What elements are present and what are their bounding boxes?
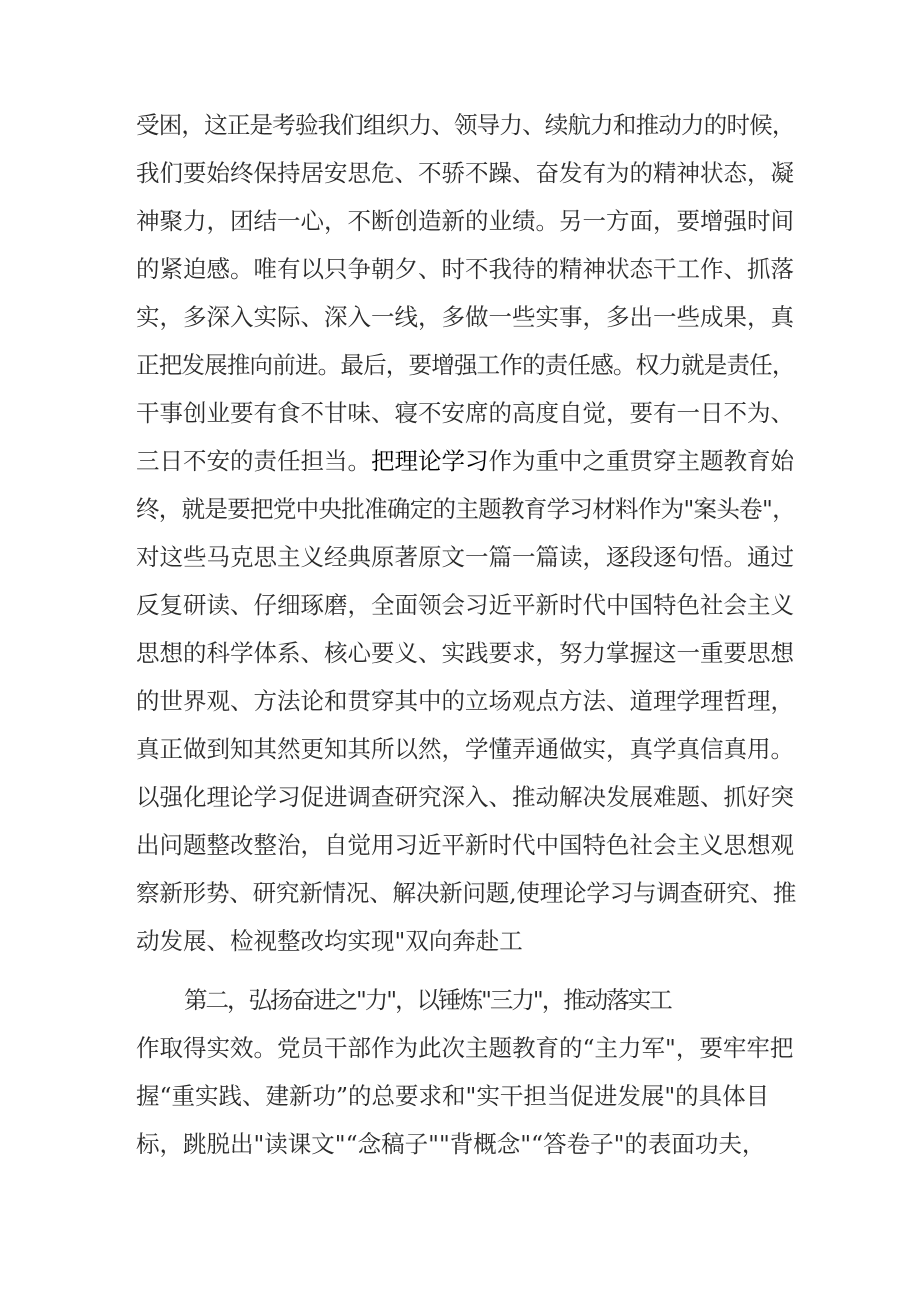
text-line: 终，就是要把党中央批准确定的主题教育学习材料作为"案头卷"， xyxy=(136,495,795,523)
text-line: 正把发展推向前进。最后，要增强工作的责任感。权力就是责任， xyxy=(136,351,795,379)
text-line: 作取得实效。党员干部作为此次主题教育的“主力军"，要牢牢把 xyxy=(136,1034,794,1062)
text-line: 实，多深入实际、深入一线，多做一些实事，多出一些成果，真 xyxy=(136,303,794,331)
highlighted-phrase: 把理论学习 xyxy=(371,447,489,475)
text-segment: 三日不安的责任担当。 xyxy=(136,447,371,475)
text-line: 握“重实践、建新功”的总要求和"实干担当促进发展"的具体目 xyxy=(136,1082,770,1110)
text-line: 动发展、检视整改均实现"双向奔赴工 xyxy=(136,927,523,955)
text-line: 思想的科学体系、核心要义、实践要求，努力掌握这一重要思想 xyxy=(136,639,794,667)
text-line: 干事创业要有食不甘味、寝不安席的高度自觉，要有一日不为、 xyxy=(136,399,794,427)
text-line: 以强化理论学习促进调查研究深入、推动解决发展难题、抓好突 xyxy=(136,783,794,811)
text-line: 神聚力，团结一心，不断创造新的业绩。另一方面，要增强时间 xyxy=(136,207,794,235)
section-heading-line: 第二，弘扬奋进之"力"，以锤炼"三力"，推动落实工 xyxy=(184,986,671,1014)
text-line: 对这些马克思主义经典原著原文一篇一篇读，逐段逐句悟。通过 xyxy=(136,543,794,571)
text-line: 我们要始终保持居安思危、不骄不躁、奋发有为的精神状态，凝 xyxy=(136,159,794,187)
text-line-with-highlight xyxy=(136,441,796,481)
text-line: 出问题整改整治，自觉用习近平新时代中国特色社会主义思想观 xyxy=(136,831,794,859)
text-segment: 作为重中之重贯穿主题教育始 xyxy=(488,447,794,475)
text-line: 察新形势、研究新情况、解决新问题,使理论学习与调查研究、推 xyxy=(136,879,797,907)
text-line: 的世界观、方法论和贯穿其中的立场观点方法、道理学理哲理， xyxy=(136,687,794,715)
text-line: 反复研读、仔细琢磨，全面领会习近平新时代中国特色社会主义 xyxy=(136,591,794,619)
text-line: 的紧迫感。唯有以只争朝夕、时不我待的精神状态干工作、抓落 xyxy=(136,255,794,283)
text-line: 真正做到知其然更知其所以然，学懂弄通做实，真学真信真用。 xyxy=(136,735,794,763)
text-line: 标，跳脱出"读课文"“念稿子""背概念"“答卷子"的表面功夫， xyxy=(136,1130,766,1158)
text-line: 受困，这正是考验我们组织力、领导力、续航力和推动力的时候， xyxy=(136,111,795,139)
